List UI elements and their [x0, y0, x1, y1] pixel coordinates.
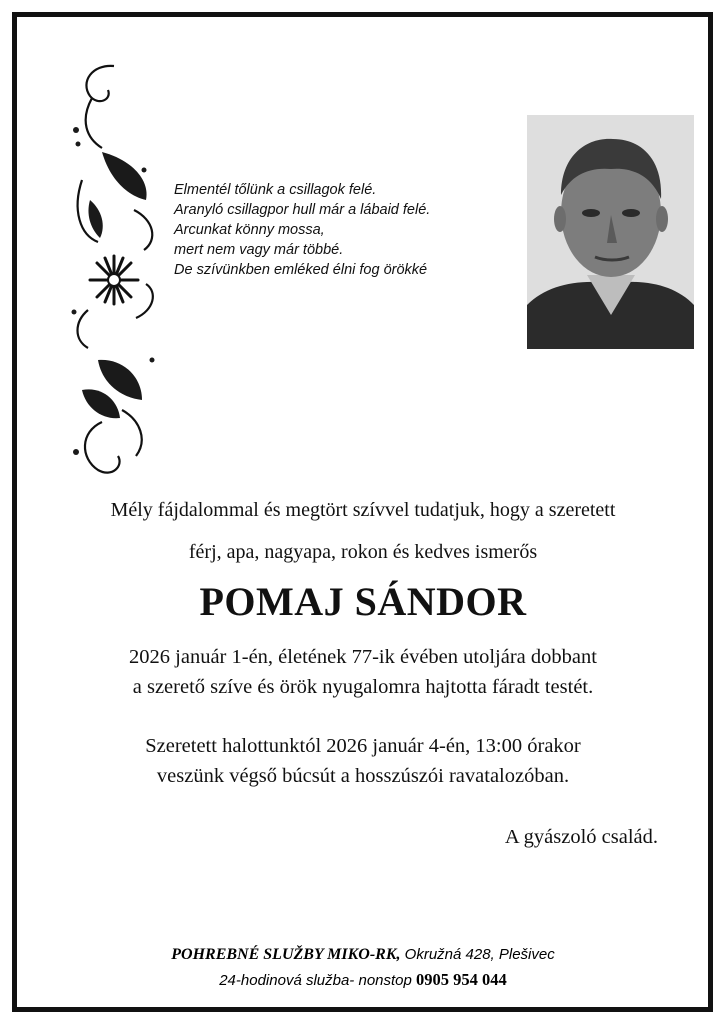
intro-line-1: Mély fájdalommal és megtört szívvel tudatjuk, hogy a szeretett [110, 499, 616, 521]
floral-ornament [62, 60, 162, 485]
service-hours: 24-hodinová služba- nonstop [219, 972, 417, 989]
poem-line: Aranyló csillagpor hull már a lábaid felé. [174, 202, 431, 218]
deceased-name: POMAJ SÁNDOR [199, 579, 527, 624]
poem-line: De szívünkben emléked élni fog örökké [174, 262, 428, 278]
death-line-2: a szerető szíve és örök nyugalomra hajtotta fáradt testét. [132, 676, 594, 698]
phone-number: 0905 954 044 [416, 970, 507, 989]
poem [174, 180, 534, 280]
family-signature: A gyászoló család. [504, 826, 658, 848]
intro-line-2: férj, apa, nagyapa, rokon és kedves ismerős [188, 541, 538, 563]
funeral-service-contact [0, 970, 726, 990]
portrait-image [527, 115, 694, 349]
poem-line: Arcunkat könny mossa, [174, 222, 325, 238]
death-line-1: 2026 január 1-én, életének 77-ik évében utoljára dobbant [129, 646, 597, 668]
company-address: Okružná 428, Plešivec [400, 946, 555, 963]
funeral-service-info [0, 946, 726, 964]
poem-line: Elmentél tőlünk a csillagok felé. [174, 182, 377, 198]
poem-line: mert nem vagy már többé. [174, 242, 344, 258]
deceased-portrait [527, 115, 694, 349]
funeral-line-2: veszünk végső búcsút a hosszúszói ravatalozóban. [156, 765, 570, 787]
funeral-line-1: Szeretett halottunktól 2026 január 4-én, 13:00 órakor [145, 735, 581, 757]
company-name: POHREBNÉ SLUŽBY MIKO-RK, [171, 946, 401, 963]
